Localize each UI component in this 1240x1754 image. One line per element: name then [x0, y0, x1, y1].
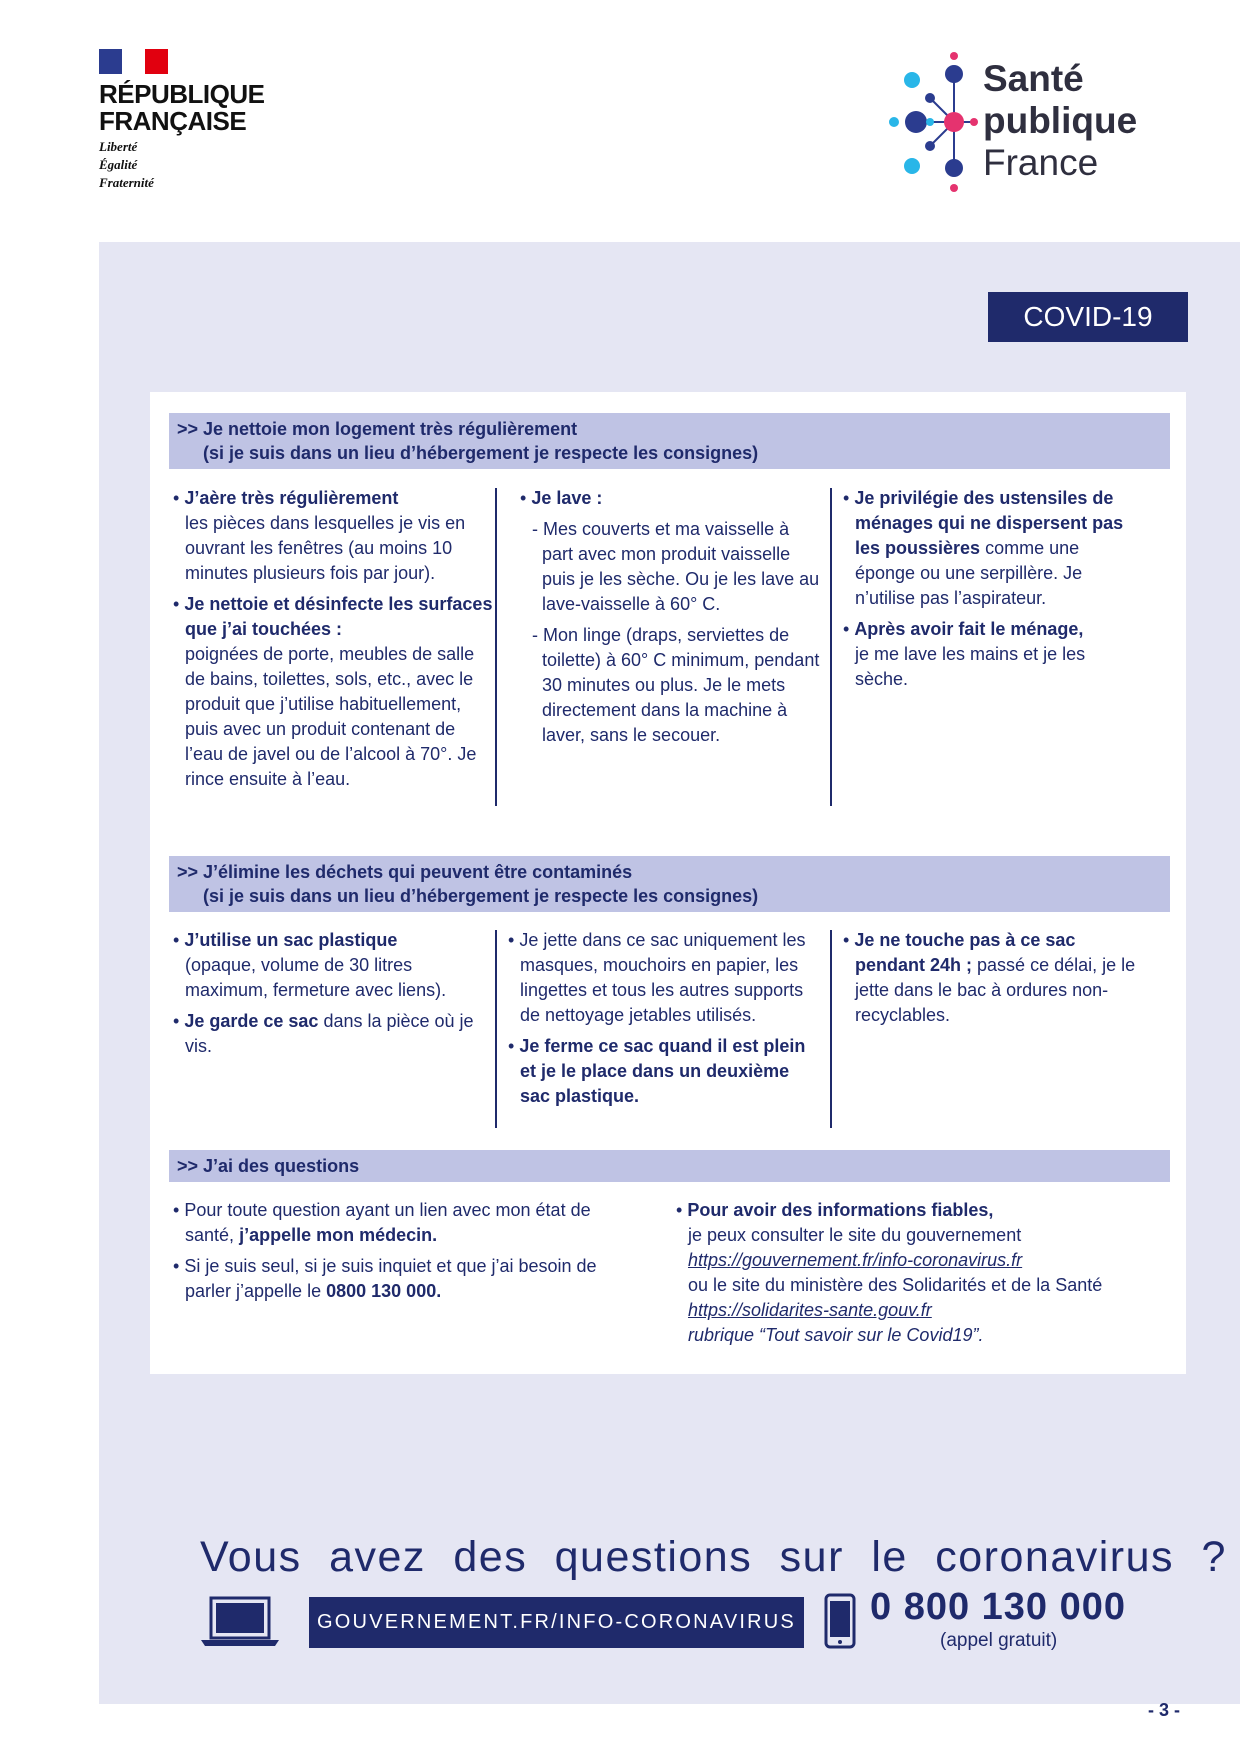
- section-cleaning-title: >> Je nettoie mon logement très régulièrement: [177, 419, 578, 439]
- motto-liberte: Liberté: [99, 139, 138, 154]
- list-item: • Je nettoie et désinfecte les surfaces que j’ai touchées : poignées de porte, meubles de salle de bains, toilettes, sols, etc., avec le produit que j’utilise habituellement, puis avec un produit contenant de l’eau de javel ou de l’alcool à 70°. Je rince ensuite à l’eau.: [173, 594, 493, 789]
- spf-line3: France: [983, 142, 1099, 183]
- waste-col-2: [508, 928, 818, 1115]
- section-waste-subtitle: (si je suis dans un lieu d’hébergement je respecte les consignes): [203, 886, 759, 906]
- questions-col-2: [676, 1198, 1176, 1354]
- french-flag-icon: [99, 49, 168, 74]
- cleaning-col-2: [520, 486, 820, 754]
- questions-col-1: [173, 1198, 633, 1310]
- column-divider: [495, 930, 497, 1128]
- list-item: • Je privilégie des ustensiles de ménages qui ne dispersent pas les poussières comme une éponge ou une serpillère. Je n’utilise pas l’aspirateur.: [843, 488, 1124, 608]
- covid-tag: COVID-19: [988, 292, 1188, 342]
- list-subitem: - Mon linge (draps, serviettes de toilette) à 60° C minimum, pendant 30 minutes ou plus. Je le mets directement dans la machine à laver, sans le secouer.: [532, 625, 820, 745]
- gouvernement-link[interactable]: https://gouvernement.fr/info-coronavirus.fr: [688, 1250, 1023, 1270]
- spf-line1: Santé: [983, 58, 1084, 99]
- list-item: • Je ne touche pas à ce sac pendant 24h ; passé ce délai, je le jette dans le bac à ordures non-recyclables.: [843, 930, 1136, 1025]
- list-item: • Pour avoir des informations fiables, je peux consulter le site du gouvernement https://gouvernement.fr/info-coronavirus.fr ou le site du ministère des Solidarités et de la Santé https://solidarites-sante.gouv.fr rubrique “Tout savoir sur le Covid19”.: [676, 1200, 1103, 1345]
- republique-francaise-logo: [99, 49, 279, 192]
- column-divider: [495, 488, 497, 806]
- rf-name-line1: RÉPUBLIQUE: [99, 79, 265, 109]
- column-divider: [830, 930, 832, 1128]
- section-cleaning-subtitle: (si je suis dans un lieu d’hébergement je respecte les consignes): [203, 443, 759, 463]
- molecule-icon: [880, 46, 980, 196]
- list-item: • J’utilise un sac plastique (opaque, volume de 30 litres maximum, fermeture avec liens).: [173, 930, 447, 1000]
- column-divider: [830, 488, 832, 806]
- laptop-icon: [199, 1596, 281, 1648]
- list-item: • Après avoir fait le ménage, je me lave les mains et je les sèche.: [843, 619, 1086, 689]
- rf-name-line2: FRANÇAISE: [99, 106, 247, 136]
- phone-icon: [824, 1593, 856, 1649]
- spf-wordmark: [983, 58, 1137, 184]
- phone-free-call-note: (appel gratuit): [940, 1630, 1058, 1651]
- solidarites-sante-link[interactable]: https://solidarites-sante.gouv.fr: [688, 1300, 932, 1320]
- section-cleaning-header: [169, 413, 1170, 469]
- spf-line2: publique: [983, 100, 1138, 141]
- motto-egalite: Égalité: [99, 157, 138, 172]
- bottom-question: Vous avez des questions sur le coronavirus ?: [200, 1533, 1227, 1581]
- section-questions-title: >> J’ai des questions: [177, 1156, 360, 1176]
- list-item: • J’aère très régulièrement les pièces dans lesquelles je vis en ouvrant les fenêtres (au moins 10 minutes plusieurs fois par jour).: [173, 488, 466, 583]
- sante-publique-france-logo: [880, 46, 1140, 196]
- list-item: • Je garde ce sac dans la pièce où je vis.: [173, 1011, 474, 1056]
- cleaning-col-3: [843, 486, 1143, 698]
- motto-fraternite: Fraternité: [99, 175, 154, 190]
- gouvernement-site-button[interactable]: GOUVERNEMENT.FR/INFO-CORONAVIRUS: [309, 1597, 804, 1648]
- phone-number[interactable]: 0 800 130 000: [870, 1586, 1127, 1628]
- list-item: • Je lave :: [520, 488, 603, 508]
- list-item: • Je jette dans ce sac uniquement les masques, mouchoirs en papier, les lingettes et tous les autres supports de nettoyage jetables utilisés.: [508, 930, 806, 1025]
- section-waste-header: [169, 856, 1170, 912]
- section-questions-header: [169, 1150, 1170, 1182]
- waste-col-1: [173, 928, 493, 1065]
- rf-name: [99, 81, 279, 135]
- list-item: • Si je suis seul, si je suis inquiet et que j’ai besoin de parler j’appelle le 0800 130 000.: [173, 1256, 597, 1301]
- section-waste-title: >> J’élimine les déchets qui peuvent être contaminés: [177, 862, 633, 882]
- waste-col-3: [843, 928, 1143, 1034]
- cleaning-col-1: [173, 486, 493, 798]
- page-number: - 3 -: [1148, 1700, 1181, 1720]
- list-item: • Je ferme ce sac quand il est plein et je le place dans un deuxième sac plastique.: [508, 1036, 806, 1106]
- rf-motto: [99, 138, 279, 192]
- list-item: • Pour toute question ayant un lien avec mon état de santé, j’appelle mon médecin.: [173, 1200, 591, 1245]
- list-subitem: - Mes couverts et ma vaisselle à part avec mon produit vaisselle puis je les sèche. Ou je les lave au lave-vaisselle à 60° C.: [532, 519, 820, 614]
